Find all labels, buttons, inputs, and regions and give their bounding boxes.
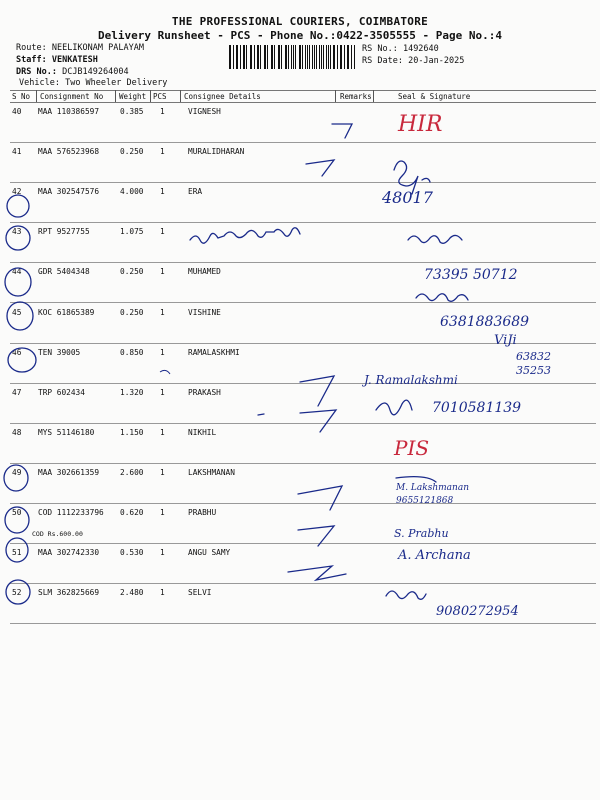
cell-pcs: 1	[160, 427, 165, 437]
cell-weight: 0.250	[120, 147, 144, 157]
col-divider	[150, 90, 151, 102]
table-row	[10, 344, 596, 384]
staff-line: Staff: VENKATESH	[16, 55, 98, 65]
cell-pcs: 1	[160, 307, 165, 317]
cell-consignee: SELVI	[188, 588, 212, 598]
cell-pcs: 1	[160, 107, 165, 116]
col-divider	[373, 90, 374, 102]
cell-consignment: TEN 39005	[38, 347, 81, 357]
cell-consignee: PRABHU	[188, 508, 217, 517]
cell-sno: 42	[12, 187, 22, 197]
cell-weight: 0.530	[120, 548, 144, 558]
table-row	[10, 504, 596, 544]
handwritten-signature: A. Archana	[398, 548, 471, 563]
cell-pcs: 1	[160, 347, 165, 357]
cell-weight: 0.385	[120, 107, 144, 116]
handwritten-phone: 73395 50712	[424, 267, 518, 283]
table-row	[10, 143, 596, 183]
cell-sno: 50	[12, 508, 22, 517]
col-pcs: PCS	[153, 92, 167, 101]
col-seal: Seal & Signature	[398, 92, 471, 101]
cell-weight: 2.480	[120, 588, 144, 598]
barcode-bar	[291, 45, 292, 69]
rs-no-value: 1492640	[402, 44, 439, 54]
cell-consignment: RPT 9527755	[38, 227, 90, 237]
cell-sno: 48	[12, 427, 22, 437]
barcode-bar	[250, 45, 251, 69]
cell-weight: 2.600	[120, 467, 144, 477]
cell-consignment: MAA 302661359	[38, 467, 100, 477]
barcode-bar	[307, 45, 308, 69]
cell-consignment: GDR 5404348	[38, 267, 90, 277]
table-row	[10, 183, 596, 223]
cell-weight: 0.850	[120, 347, 144, 357]
cell-pcs: 1	[160, 227, 165, 237]
cell-consignment: MYS 51146180	[38, 427, 95, 437]
cell-consignment: MAA 576523968	[38, 147, 100, 157]
cell-consignee: LAKSHMANAN	[188, 467, 235, 477]
route-line: Route: NEELIKONAM PALAYAM	[16, 43, 144, 53]
handwritten-phone: 6381883689	[440, 314, 530, 330]
cell-sno: 45	[12, 307, 22, 317]
handwritten-signature: S. Prabhu	[394, 527, 449, 540]
route-value: NEELIKONAM PALAYAM	[51, 43, 144, 53]
rs-date-value: 20-Jan-2025	[408, 56, 465, 66]
drs-line: DRS No.: DCJB149264004	[16, 67, 129, 77]
runsheet-subtitle: Delivery Runsheet - PCS - Phone No.:0422-3505555 - Page No.:4	[98, 29, 502, 42]
cell-weight: 4.000	[120, 187, 144, 197]
cell-sno: 47	[12, 387, 22, 397]
company-title: THE PROFESSIONAL COURIERS, COIMBATORE	[171, 15, 429, 28]
table-row	[10, 464, 596, 504]
cell-sno: 43	[12, 227, 22, 237]
cell-sno: 44	[12, 267, 22, 277]
rs-no-line: RS No.: 1492640	[362, 44, 439, 54]
vehicle-value: Two Wheeler Delivery	[65, 78, 168, 88]
barcode-bar	[260, 45, 261, 69]
rs-date-line: RS Date: 20-Jan-2025	[362, 56, 465, 66]
cell-consignment: TRP 602434	[38, 387, 85, 397]
drs-value: DCJB149264004	[62, 67, 129, 77]
cell-pcs: 1	[160, 508, 165, 517]
barcode-bar	[274, 45, 275, 69]
vehicle-line: Vehicle: Two Wheeler Delivery	[19, 78, 168, 88]
col-consignee: Consignee Details	[184, 92, 261, 101]
col-divider	[180, 90, 181, 102]
handwritten-signature: PIS	[394, 436, 430, 460]
cell-sno: 46	[12, 347, 22, 357]
barcode-bar	[236, 45, 237, 69]
cell-pcs: 1	[160, 187, 165, 197]
col-divider	[335, 90, 336, 102]
cell-sno: 49	[12, 467, 22, 477]
cell-consignee: MUHAMED	[188, 267, 221, 277]
cell-weight: 1.320	[120, 387, 144, 397]
cod-note: COD Rs.600.00	[32, 530, 83, 538]
col-consignment: Consignment No	[40, 92, 104, 101]
staff-value: VENKATESH	[51, 55, 98, 65]
cell-consignee: VISHINE	[188, 307, 221, 317]
cell-consignment: KOC 61865389	[38, 307, 95, 317]
handwritten-phone: 9655121868	[396, 496, 454, 506]
cell-weight: 1.150	[120, 427, 144, 437]
barcode-bar	[323, 45, 324, 69]
cell-consignment: COD 1112233796	[38, 508, 104, 517]
cell-pcs: 1	[160, 387, 165, 397]
barcode	[229, 45, 355, 69]
barcode-bar	[341, 45, 342, 69]
cell-consignee: NIKHIL	[188, 427, 217, 437]
row-divider	[10, 623, 596, 624]
cell-consignee: PRAKASH	[188, 387, 221, 397]
cell-consignment: MAA 302547576	[38, 187, 100, 197]
cell-sno: 52	[12, 588, 22, 598]
cell-weight: 0.250	[120, 307, 144, 317]
cell-consignee: ANGU SAMY	[188, 548, 231, 558]
cell-consignee: MURALIDHARAN	[188, 147, 245, 157]
col-sno: S No	[12, 92, 31, 101]
col-divider	[36, 90, 37, 102]
cell-consignment: SLM 362825669	[38, 588, 100, 598]
handwritten-phone: 63832 35253	[516, 350, 551, 377]
handwritten-signature: 48017	[382, 188, 433, 207]
cell-consignee: RAMALASKHMI	[188, 347, 240, 357]
cell-sno: 40	[12, 107, 22, 116]
cell-weight: 0.620	[120, 508, 144, 517]
handwritten-signature: M. Lakshmanan	[396, 483, 470, 493]
cell-consignment: MAA 110386597	[38, 107, 100, 116]
handwritten-phone: 7010581139	[432, 400, 522, 416]
table-row	[10, 223, 596, 263]
cell-consignee: VIGNESH	[188, 107, 221, 116]
cell-weight: 0.250	[120, 267, 144, 277]
handwritten-name: ViJi	[494, 333, 517, 348]
cell-pcs: 1	[160, 548, 165, 558]
handwritten-phone: 9080272954	[436, 604, 519, 619]
table-row	[10, 103, 596, 143]
cell-pcs: 1	[160, 588, 165, 598]
cell-weight: 1.075	[120, 227, 144, 237]
table-top-rule	[10, 90, 596, 91]
cell-consignment: MAA 302742330	[38, 548, 100, 558]
handwritten-signature: HIR	[398, 112, 443, 137]
cell-sno: 51	[12, 548, 22, 558]
cell-sno: 41	[12, 147, 22, 157]
cell-pcs: 1	[160, 147, 165, 157]
cell-consignee: ERA	[188, 187, 203, 197]
col-divider	[115, 90, 116, 102]
cell-pcs: 1	[160, 267, 165, 277]
handwritten-signature: J. Ramalakshmi	[364, 373, 458, 387]
col-weight: Weight	[119, 92, 147, 101]
table-row	[10, 544, 596, 584]
cell-pcs: 1	[160, 467, 165, 477]
table-row	[10, 424, 596, 464]
col-remarks: Remarks	[340, 92, 372, 101]
